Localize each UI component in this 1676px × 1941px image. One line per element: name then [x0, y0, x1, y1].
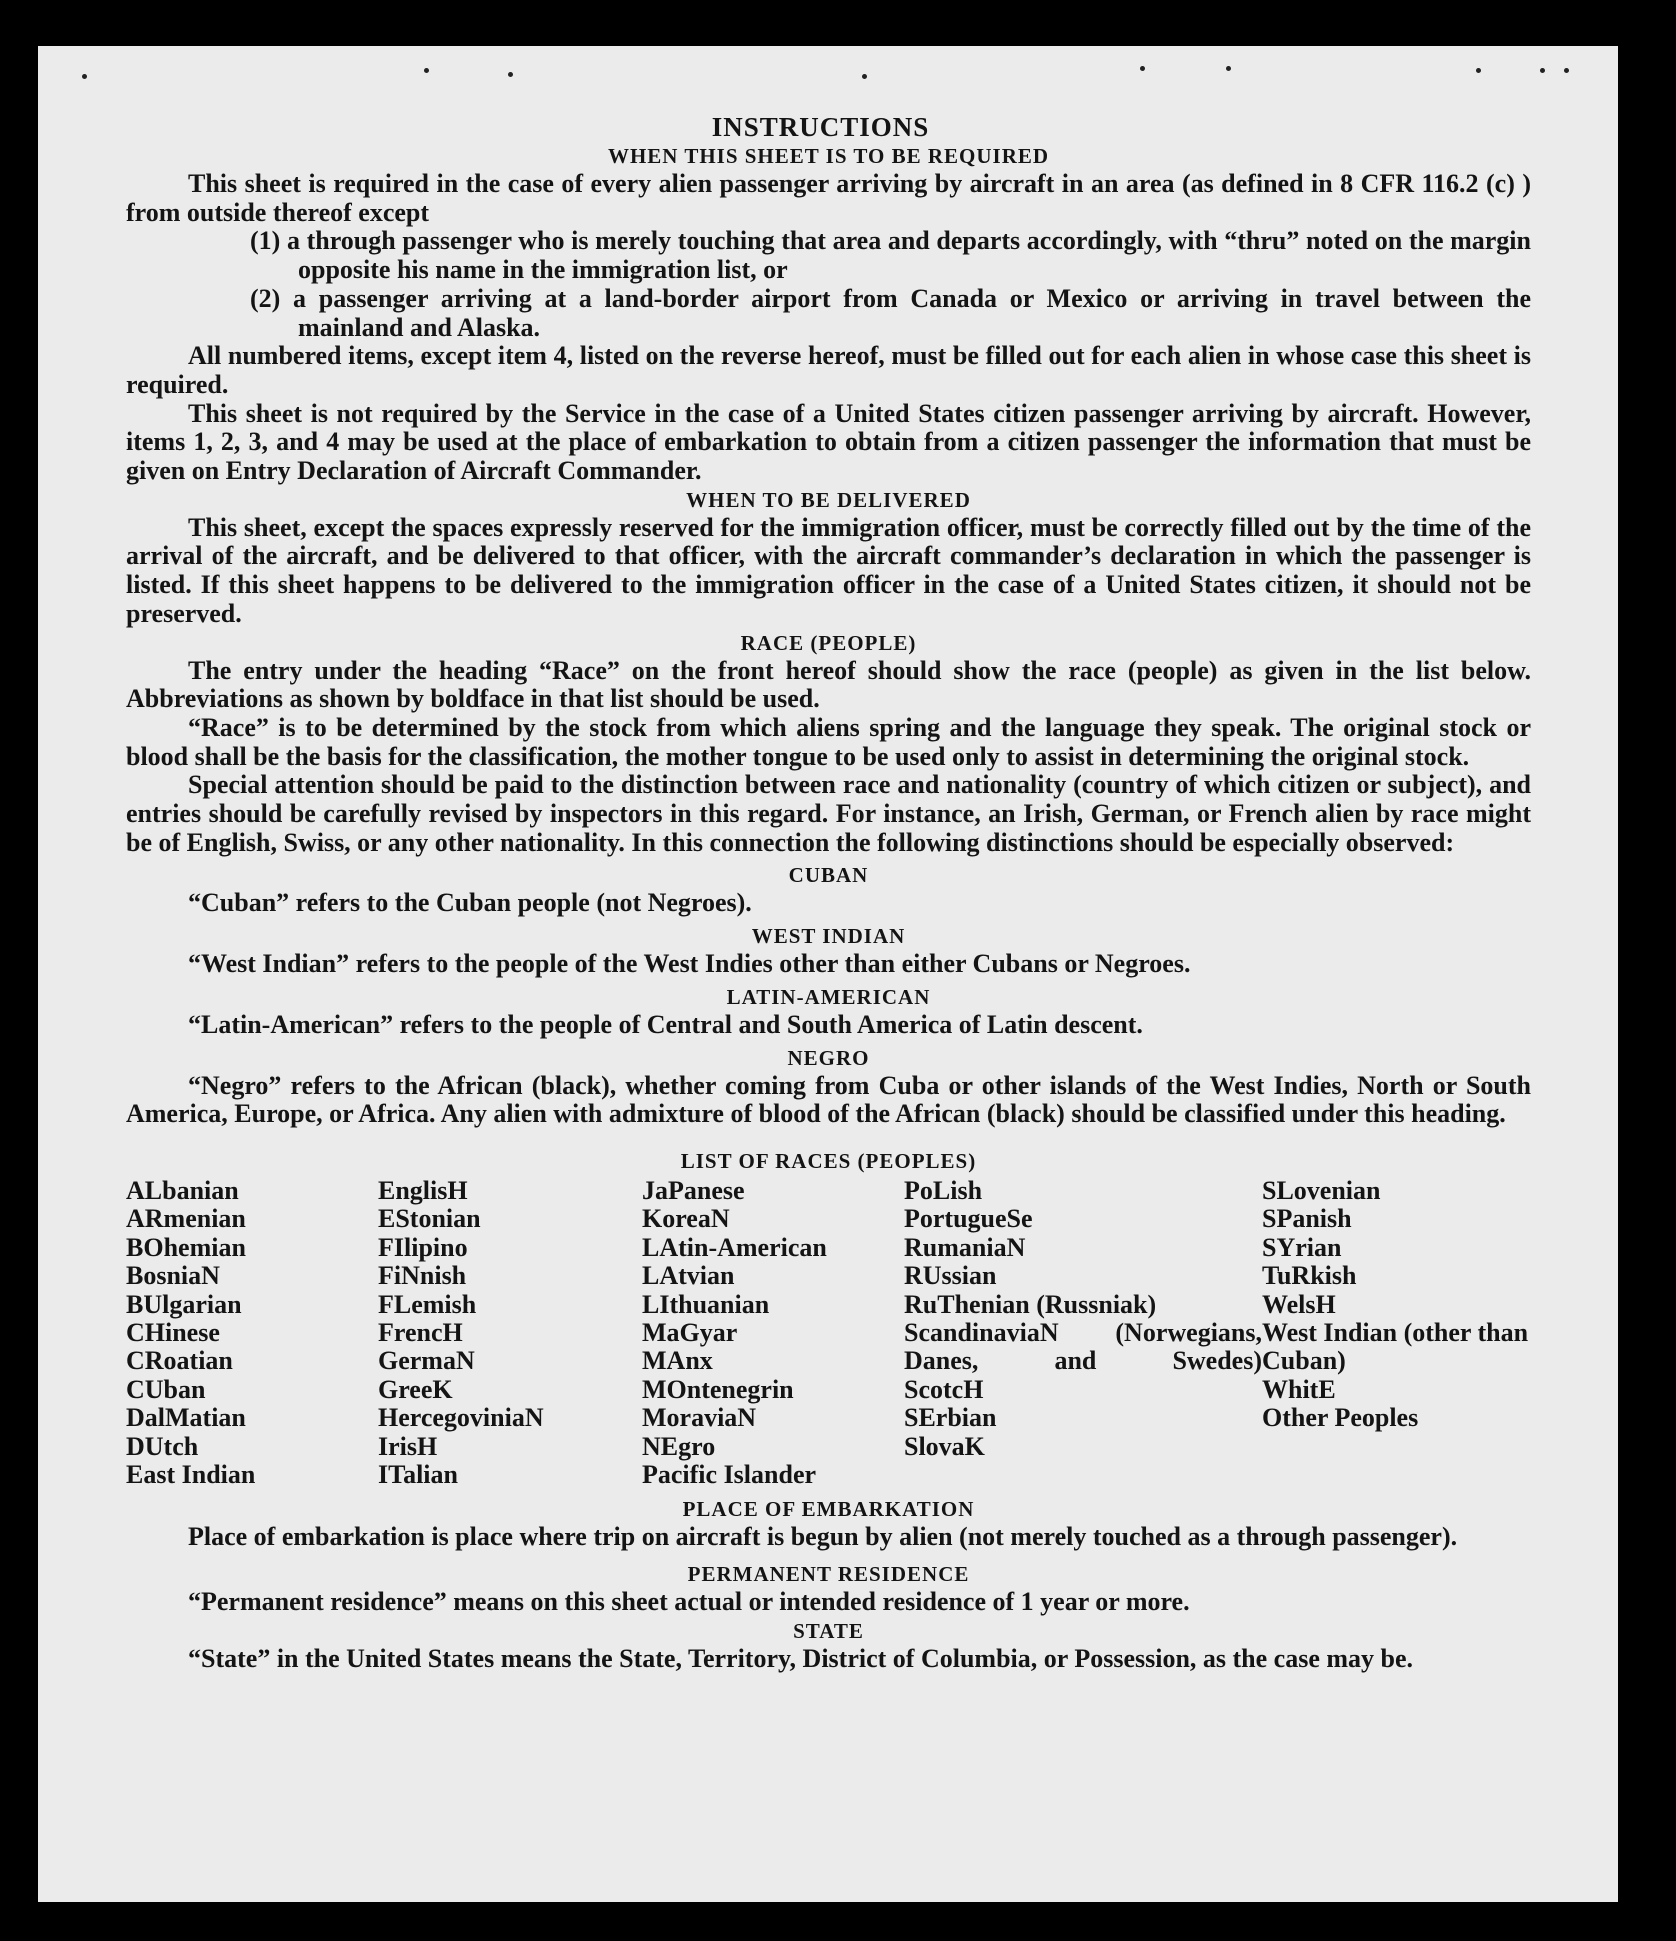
- race-entry: GreeK: [378, 1374, 453, 1404]
- race-entry: Pacific Islander: [642, 1460, 817, 1490]
- heading-when-delivered: WHEN TO BE DELIVERED: [686, 487, 971, 512]
- paragraph: “State” in the United States means the State, Territory, District of Columbia, or Possession, as the case may be.: [188, 1643, 1414, 1673]
- scan-mark: [1540, 68, 1545, 73]
- race-entry: NEgro: [642, 1431, 716, 1461]
- race-entry: MAnx: [642, 1346, 713, 1376]
- race-entry: KoreaN: [642, 1204, 730, 1234]
- race-entry: SLovenian: [1262, 1175, 1381, 1205]
- scan-mark: [1564, 68, 1569, 73]
- race-entry: MOntenegrin: [642, 1374, 794, 1404]
- races-column-1: [126, 1177, 378, 1489]
- heading-cuban: CUBAN: [788, 863, 869, 888]
- race-entry: CHinese: [126, 1318, 220, 1348]
- paragraph: This sheet is required in the case of every alien passenger arriving by aircraft in an area (as defined in 8 CFR 116.2 (c) ) from outside thereof except: [126, 169, 1531, 227]
- race-entry: IrisH: [378, 1431, 438, 1461]
- race-entry: LIthuanian: [642, 1289, 770, 1319]
- race-entry: TuRkish: [1262, 1261, 1357, 1291]
- paragraph: “Negro” refers to the African (black), whether coming from Cuba or other islands of the West Indies, North or South America, Europe, or Africa. Any alien with admixture of blood of the African (black) should be classified under this heading.: [126, 1070, 1531, 1129]
- race-entry: ALbanian: [126, 1175, 239, 1205]
- race-entry: PoLish: [904, 1175, 983, 1205]
- heading-when-required: WHEN THIS SHEET IS TO BE REQUIRED: [607, 144, 1050, 168]
- race-entry: FIlipino: [378, 1232, 468, 1262]
- race-entry: MaGyar: [642, 1318, 738, 1348]
- scan-mark: [1140, 66, 1145, 71]
- race-entry: EStonian: [378, 1204, 481, 1234]
- exception-item-1: (1) a through passenger who is merely touching that area and departs accordingly, with “thru” noted on the margin opposite his name in the immigration list, or: [250, 226, 1531, 285]
- scan-mark: [508, 72, 513, 77]
- race-entry: WelsH: [1262, 1289, 1336, 1319]
- paragraph: This sheet is not required by the Service in the case of a United States citizen passenger arriving by aircraft. However, items 1, 2, 3, and 4 may be used at the place of embarkation to obtain from a citizen passenger the information that must be given on Entry Declaration of Aircraft Commander.: [126, 398, 1531, 486]
- race-entry: Other Peoples: [1262, 1403, 1419, 1433]
- race-entry: BUlgarian: [126, 1289, 242, 1319]
- race-entry: ARmenian: [126, 1204, 246, 1234]
- heading-latin-american: LATIN-AMERICAN: [726, 984, 931, 1009]
- paragraph: This sheet, except the spaces expressly reserved for the immigration officer, must be correctly filled out by the time of the arrival of the aircraft, and be delivered to that officer, with the aircraft commander’s declaration in which the passenger is listed. If this sheet happens to be delivered to the immigration officer in the case of a United States citizen, it should not be preserved.: [126, 512, 1531, 628]
- race-entry: LAtvian: [642, 1261, 735, 1291]
- race-entry: FLemish: [378, 1289, 477, 1319]
- paragraph: All numbered items, except item 4, listed on the reverse hereof, must be filled out for each alien in whose case this sheet is required.: [126, 341, 1531, 399]
- race-entry: MoraviaN: [642, 1403, 757, 1433]
- race-entry: FrencH: [378, 1318, 463, 1348]
- race-entry: ScandinaviaN (Norwegians, Danes, and Swedes): [904, 1318, 1262, 1376]
- scan-mark: [424, 68, 429, 73]
- race-entry: SlovaK: [904, 1431, 985, 1461]
- instructions-document: [126, 112, 1531, 1674]
- race-entry: West Indian (other than Cuban): [1262, 1318, 1529, 1376]
- races-column-4: [904, 1177, 1262, 1489]
- race-entry: BOhemian: [126, 1232, 246, 1262]
- paragraph: Place of embarkation is place where trip on aircraft is begun by alien (not merely touched as a through passenger).: [188, 1522, 1458, 1552]
- race-entry: RumaniaN: [904, 1232, 1026, 1262]
- heading-race: RACE (PEOPLE): [740, 630, 917, 655]
- race-entry: FiNnish: [378, 1261, 467, 1291]
- race-entry: ScotcH: [904, 1374, 984, 1404]
- scan-mark: [82, 74, 87, 79]
- race-entry: HercegoviniaN: [378, 1403, 544, 1433]
- races-table: [126, 1177, 1531, 1489]
- race-entry: SPanish: [1262, 1204, 1352, 1234]
- race-entry: RUssian: [904, 1261, 997, 1291]
- races-column-2: [378, 1177, 642, 1489]
- paragraph: “Latin-American” refers to the people of Central and South America of Latin descent.: [188, 1009, 1143, 1039]
- race-entry: JaPanese: [642, 1175, 745, 1205]
- heading-list-of-races: LIST OF RACES (PEOPLES): [680, 1148, 977, 1173]
- races-column-5: [1262, 1177, 1531, 1489]
- race-entry: SYrian: [1262, 1232, 1342, 1262]
- race-entry: GermaN: [378, 1346, 475, 1376]
- scan-mark: [1476, 68, 1481, 73]
- page-title: INSTRUCTIONS: [711, 112, 930, 142]
- race-entry: EnglisH: [378, 1175, 468, 1205]
- paragraph: “Cuban” refers to the Cuban people (not Negroes).: [188, 888, 752, 918]
- race-entry: DUtch: [126, 1431, 199, 1461]
- race-entry: ITalian: [378, 1460, 458, 1490]
- heading-permanent-residence: PERMANENT RESIDENCE: [687, 1562, 970, 1587]
- heading-negro: NEGRO: [787, 1045, 870, 1070]
- paragraph: The entry under the heading “Race” on the front hereof should show the race (people) as given in the list below. Abbreviations as shown by boldface in that list should be used.: [126, 655, 1531, 714]
- race-entry: RuThenian (Russniak): [904, 1289, 1157, 1319]
- exception-item-2: (2) a passenger arriving at a land-border airport from Canada or Mexico or arriving in travel between the mainland and Alaska.: [250, 283, 1531, 342]
- race-entry: East Indian: [126, 1460, 256, 1490]
- paragraph: “Permanent residence” means on this sheet actual or intended residence of 1 year or more.: [188, 1587, 1190, 1617]
- race-entry: SErbian: [904, 1403, 997, 1433]
- heading-state: STATE: [793, 1618, 864, 1643]
- scan-mark: [862, 74, 867, 79]
- race-entry: BosniaN: [126, 1261, 220, 1291]
- race-entry: LAtin-American: [642, 1232, 827, 1262]
- scan-mark: [1226, 66, 1231, 71]
- paragraph: Special attention should be paid to the distinction between race and nationality (country of which citizen or subject), and entries should be carefully revised by inspectors in this regard. For instance, an Irish, German, or French alien by race might be of English, Swiss, or any other nationality. In this connection the following distinctions should be especially observed:: [126, 770, 1531, 857]
- paragraph: “Race” is to be determined by the stock from which aliens spring and the language they speak. The original stock or blood shall be the basis for the classification, the mother tongue to be used only to assist in determining the original stock.: [126, 712, 1531, 771]
- race-entry: CUban: [126, 1374, 206, 1404]
- race-entry: PortugueSe: [904, 1204, 1033, 1234]
- heading-west-indian: WEST INDIAN: [751, 924, 906, 949]
- race-entry: CRoatian: [126, 1346, 233, 1376]
- races-column-3: [642, 1177, 904, 1489]
- heading-place-of-embarkation: PLACE OF EMBARKATION: [682, 1497, 975, 1522]
- race-entry: DalMatian: [126, 1403, 246, 1433]
- paragraph: “West Indian” refers to the people of the West Indies other than either Cubans or Negroes.: [188, 949, 1191, 979]
- race-entry: WhitE: [1262, 1374, 1336, 1404]
